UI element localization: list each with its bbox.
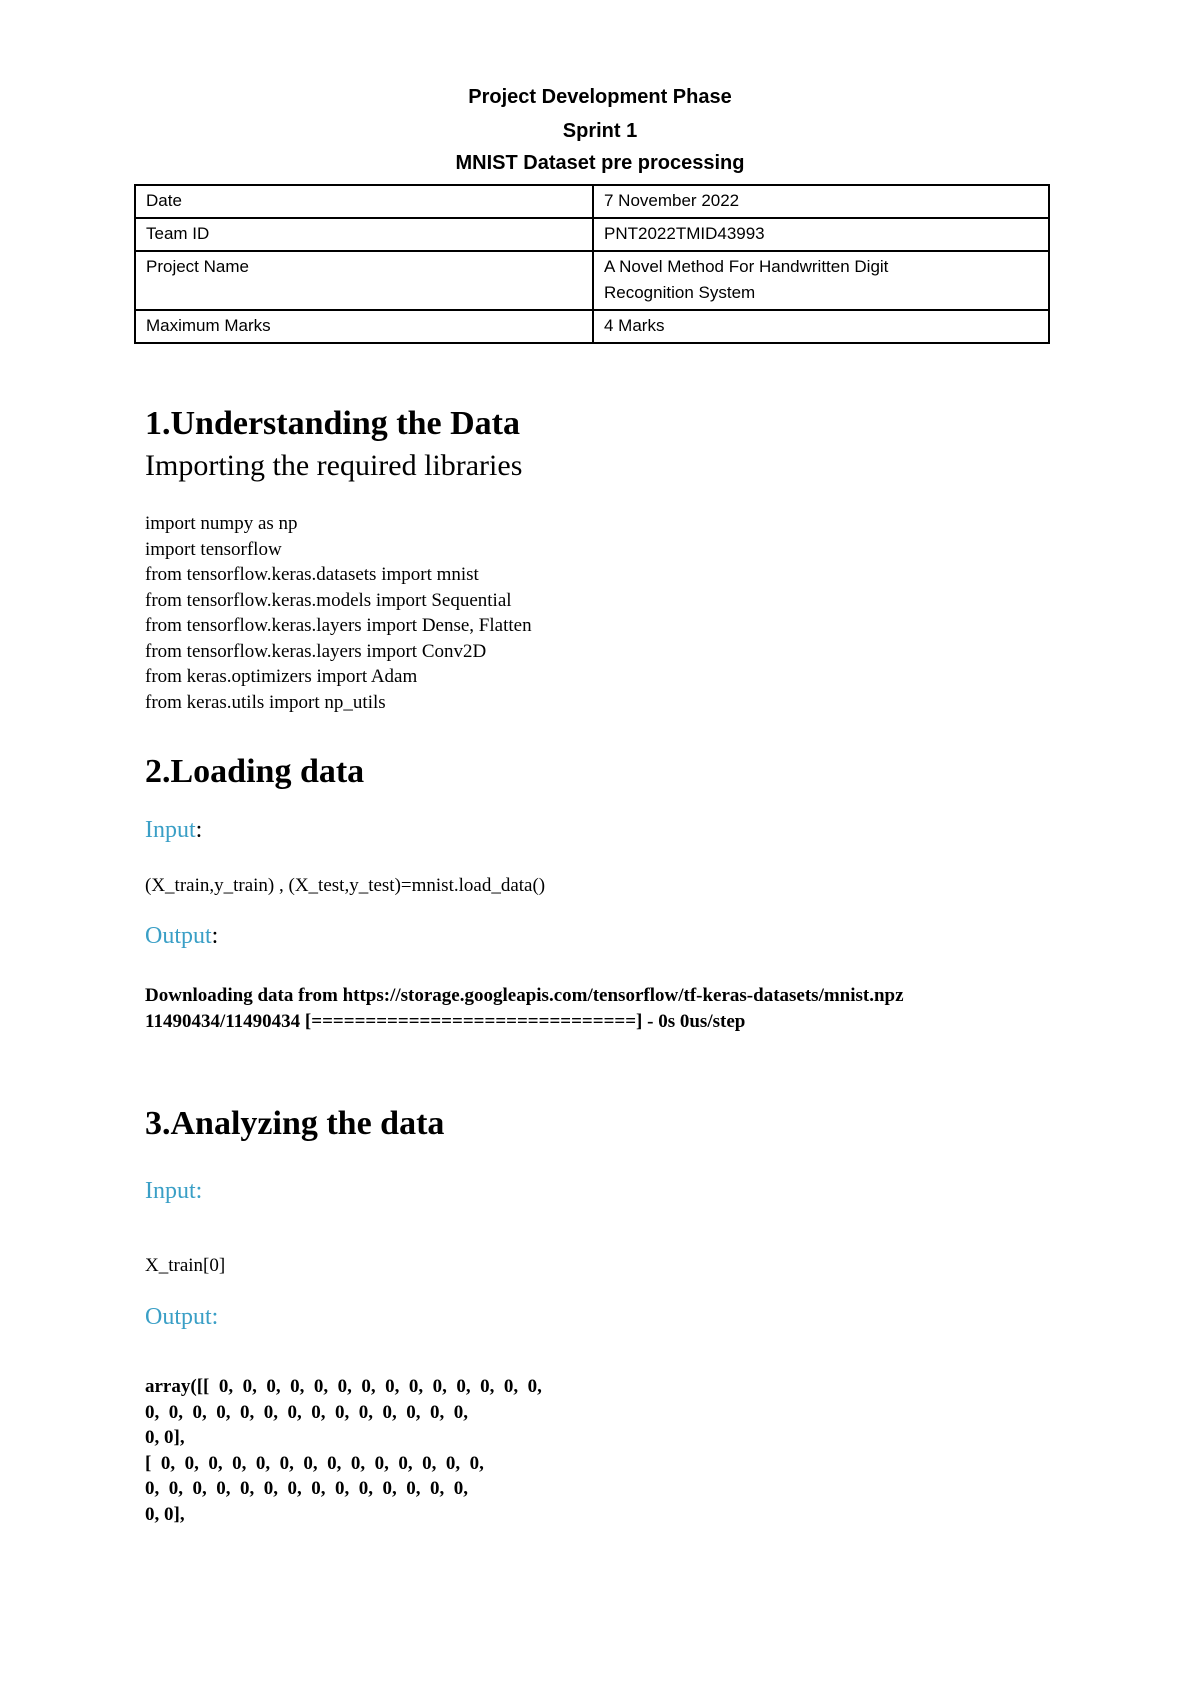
- table-key: Team ID: [135, 218, 593, 251]
- input-label-colon: :: [195, 817, 203, 843]
- table-key: Maximum Marks: [135, 310, 593, 343]
- table-value: 7 November 2022: [593, 185, 1049, 218]
- table-row: [135, 251, 1049, 310]
- project-info-table: [134, 184, 1050, 344]
- table-value: 4 Marks: [593, 310, 1049, 343]
- output-line: array([[ 0, 0, 0, 0, 0, 0, 0, 0, 0, 0, 0, 0, 0, 0,: [145, 1376, 542, 1397]
- output-line: 0, 0],: [145, 1503, 185, 1525]
- section2-title: 2.Loading data: [145, 753, 365, 790]
- table-row: [135, 310, 1049, 343]
- section3-output-block: [145, 1374, 542, 1527]
- section3-input-code: X_train[0]: [145, 1255, 226, 1276]
- section2-input-label: [145, 815, 202, 845]
- section1-code-block: [145, 511, 532, 715]
- code-line: from tensorflow.keras.datasets import mnist: [145, 564, 479, 585]
- output-line: 0, 0, 0, 0, 0, 0, 0, 0, 0, 0, 0, 0, 0, 0,: [145, 1478, 468, 1499]
- section3-input-label: Input:: [145, 1178, 203, 1204]
- table-key: Date: [135, 185, 593, 218]
- code-line: import numpy as np: [145, 513, 298, 534]
- header-topic: MNIST Dataset pre processing: [455, 152, 745, 174]
- section1-subtitle: Importing the required libraries: [145, 449, 523, 482]
- section1-title: 1.Understanding the Data: [145, 405, 520, 442]
- output-line: 0, 0],: [145, 1427, 185, 1448]
- output-line: 0, 0, 0, 0, 0, 0, 0, 0, 0, 0, 0, 0, 0, 0,: [145, 1401, 468, 1423]
- header-sprint: Sprint 1: [562, 120, 638, 142]
- section2-output-label: [145, 921, 218, 951]
- code-line: from tensorflow.keras.layers import Dense, Flatten: [145, 615, 532, 636]
- output-label-text: Output: [145, 923, 212, 949]
- header-phase: Project Development Phase: [468, 86, 732, 108]
- output-line: [ 0, 0, 0, 0, 0, 0, 0, 0, 0, 0, 0, 0, 0, 0,: [145, 1452, 484, 1474]
- section3-output-label: Output:: [145, 1304, 219, 1330]
- section2-input-code: (X_train,y_train) , (X_test,y_test)=mnist.load_data(): [145, 875, 546, 896]
- table-value: A Novel Method For Handwritten Digit Recognition System: [593, 251, 1049, 310]
- section3-title: 3.Analyzing the data: [145, 1105, 445, 1142]
- code-line: import tensorflow: [145, 538, 282, 560]
- code-line: from tensorflow.keras.models import Sequential: [145, 589, 512, 611]
- table-key: Project Name: [135, 251, 593, 310]
- input-label-text: Input: [145, 817, 196, 843]
- code-line: from keras.utils import np_utils: [145, 691, 386, 713]
- section2-output-block: [145, 983, 904, 1034]
- output-label-colon: :: [211, 923, 219, 949]
- table-row: [135, 218, 1049, 251]
- code-line: from tensorflow.keras.layers import Conv2D: [145, 640, 487, 662]
- table-value: PNT2022TMID43993: [593, 218, 1049, 251]
- output-line: 11490434/11490434 [==============================] - 0s 0us/step: [145, 1010, 746, 1032]
- output-line: Downloading data from https://storage.googleapis.com/tensorflow/tf-keras-datasets/mnist.npz: [145, 985, 904, 1006]
- code-line: from keras.optimizers import Adam: [145, 666, 418, 687]
- table-row: [135, 185, 1049, 218]
